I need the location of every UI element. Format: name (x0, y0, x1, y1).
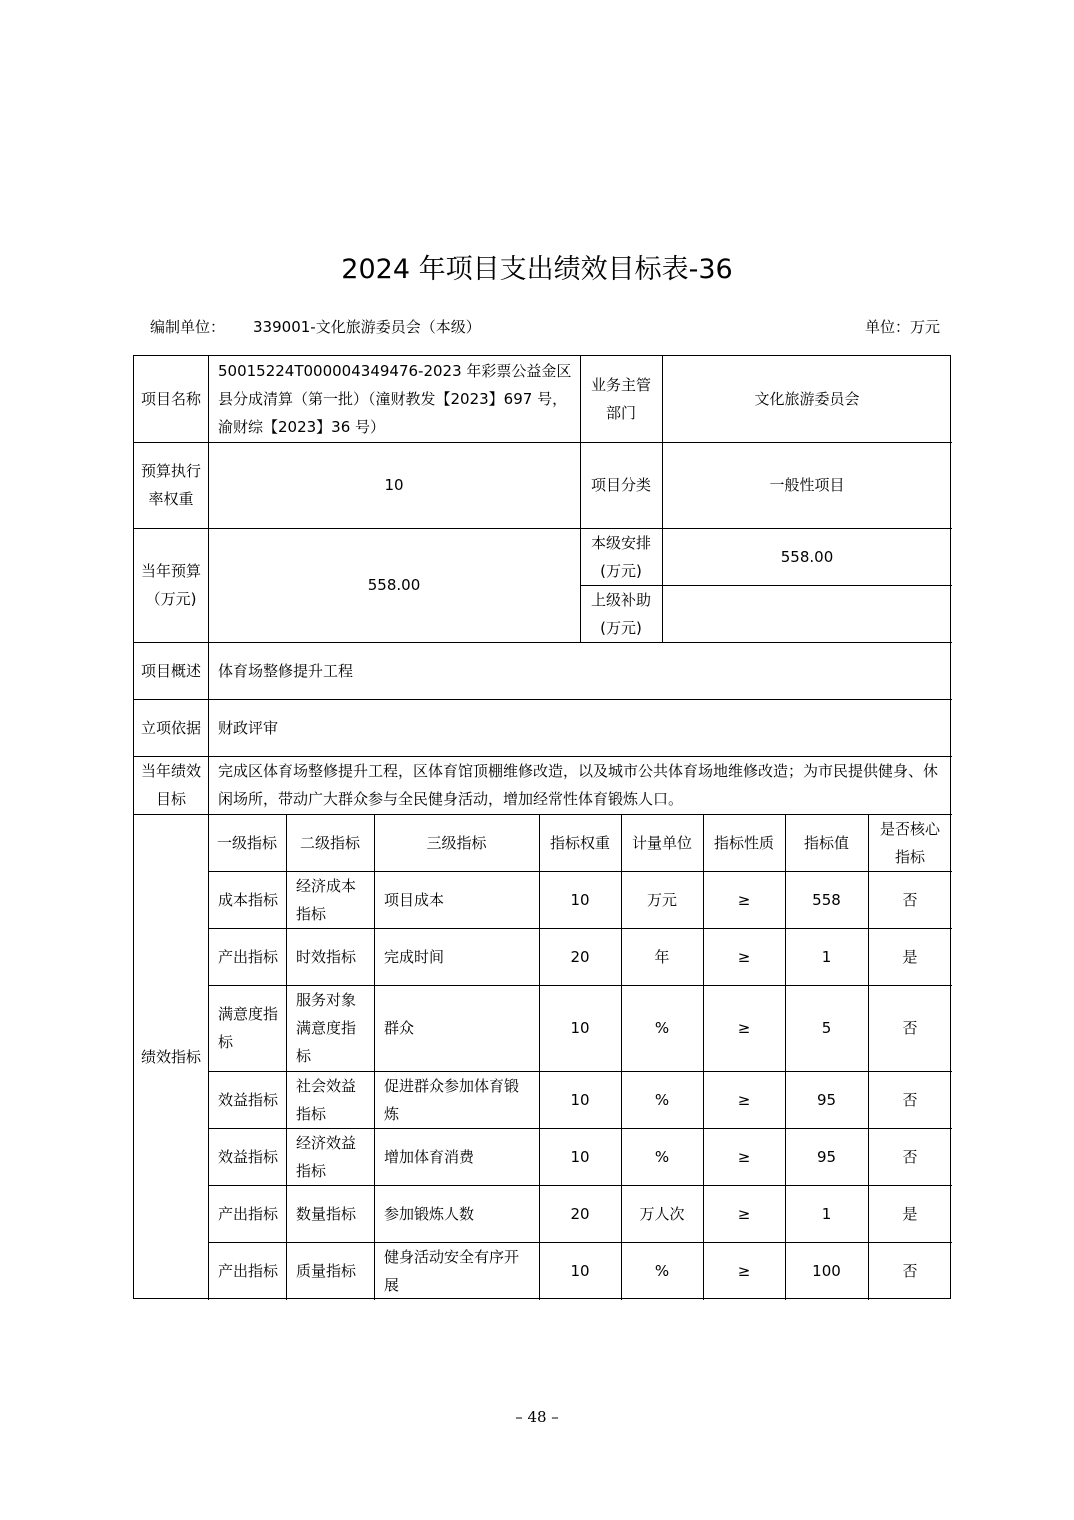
indicator-cell: % (654, 1147, 670, 1166)
org-label: 编制单位： (150, 318, 226, 336)
indicator-cell: ≥ (737, 1261, 751, 1280)
local-budget-label: 本级安排(万元) (590, 533, 651, 580)
indicator-cell: 社会效益指标 (296, 1076, 357, 1123)
indicator-cell: 10 (570, 1147, 590, 1166)
indicator-cell: 时效指标 (296, 947, 357, 966)
indicator-cell: ≥ (737, 890, 751, 909)
dept-label: 业务主管部门 (590, 376, 651, 422)
indicator-cell: 产出指标 (218, 947, 279, 966)
page-title: 2024 年项目支出绩效目标表-36 (341, 254, 733, 285)
basis-label: 立项依据 (140, 718, 201, 737)
indicator-cell: 增加体育消费 (384, 1147, 475, 1166)
upper-subsidy-value (662, 585, 952, 642)
indicator-header: 指标性质 (713, 833, 774, 852)
indicator-cell: 完成时间 (384, 947, 445, 966)
indicator-cell: 群众 (384, 1019, 415, 1037)
indicator-cell: 否 (902, 890, 918, 909)
indicator-cell: 产出指标 (218, 1204, 279, 1223)
indicator-cell: ≥ (737, 1019, 751, 1037)
overview-label: 项目概述 (140, 661, 201, 680)
performance-table (133, 355, 951, 1299)
indicator-header: 计量单位 (631, 833, 692, 852)
indicator-cell: 否 (902, 1090, 918, 1109)
org-line (150, 316, 481, 338)
indicators-label: 绩效指标 (140, 1048, 201, 1066)
indicator-cell: ≥ (737, 1090, 751, 1109)
indicator-cell: 经济效益指标 (296, 1133, 357, 1180)
indicator-cell: 是 (902, 947, 918, 966)
indicator-cell: 成本指标 (218, 890, 279, 909)
indicator-cell: 否 (902, 1019, 918, 1037)
indicator-cell: 558 (812, 890, 841, 909)
indicator-cell: 效益指标 (218, 1147, 279, 1166)
indicator-cell: 95 (816, 1090, 837, 1109)
indicator-header: 指标值 (803, 833, 849, 852)
indicator-cell: % (654, 1019, 670, 1037)
goal-value: 完成区体育场整修提升工程，区体育馆顶棚维修改造，以及城市公共体育场地维修改造；为市民提供健身、休闲场所，带动广大群众参与全民健身活动，增加经常性体育锻炼人口。 (218, 762, 939, 808)
indicator-cell: ≥ (737, 1204, 751, 1223)
indicator-cell: 20 (570, 947, 590, 966)
basis-value: 财政评审 (218, 718, 279, 737)
unit-label: 单位：万元 (864, 318, 940, 336)
indicator-cell: 20 (570, 1204, 590, 1223)
indicator-cell: 促进群众参加体育锻炼 (384, 1076, 520, 1123)
indicator-cell: 10 (570, 1261, 590, 1280)
indicator-cell: % (654, 1090, 670, 1109)
indicator-cell: 10 (570, 1090, 590, 1109)
exec-weight-label: 预算执行率权重 (140, 462, 201, 508)
budget-value: 558.00 (367, 576, 421, 594)
indicator-cell: 数量指标 (296, 1204, 357, 1223)
indicator-cell: 万元 (646, 890, 677, 909)
indicator-cell: 100 (812, 1261, 841, 1280)
indicator-cell: 万人次 (639, 1204, 685, 1223)
project-name-label: 项目名称 (140, 390, 201, 408)
indicator-cell: 参加锻炼人数 (384, 1204, 475, 1223)
dept-value: 文化旅游委员会 (754, 390, 860, 408)
indicator-cell: 95 (816, 1147, 837, 1166)
indicator-cell: 效益指标 (218, 1090, 279, 1109)
indicator-cell: 5 (821, 1019, 832, 1037)
indicator-cell: 产出指标 (218, 1261, 279, 1280)
indicator-cell: 质量指标 (296, 1261, 357, 1280)
indicator-header: 是否核心指标 (879, 819, 940, 866)
indicator-cell: 年 (654, 947, 670, 966)
indicator-cell: ≥ (737, 1147, 751, 1166)
indicator-cell: 1 (821, 1204, 832, 1223)
budget-label: 当年预算（万元) (140, 562, 201, 608)
category-label: 项目分类 (590, 476, 651, 494)
indicator-cell: 1 (821, 947, 832, 966)
indicator-cell: % (654, 1261, 670, 1280)
exec-weight-value: 10 (384, 476, 404, 494)
upper-subsidy-label: 上级补助(万元) (590, 590, 651, 637)
indicator-cell: 健身活动安全有序开展 (384, 1247, 520, 1294)
indicator-cell: 服务对象满意度指标 (296, 991, 357, 1065)
indicator-header: 三级指标 (426, 833, 487, 852)
overview-value: 体育场整修提升工程 (218, 661, 354, 680)
indicator-cell: 10 (570, 1019, 590, 1037)
indicator-cell: ≥ (737, 947, 751, 966)
indicator-cell: 否 (902, 1147, 918, 1166)
indicator-cell: 是 (902, 1204, 918, 1223)
indicator-header: 指标权重 (549, 833, 610, 852)
indicator-header: 一级指标 (216, 833, 277, 852)
indicator-cell: 经济成本指标 (296, 876, 357, 923)
indicator-cell: 10 (570, 890, 590, 909)
indicator-cell: 否 (902, 1261, 918, 1280)
local-budget-value: 558.00 (780, 547, 834, 566)
indicator-cell: 项目成本 (384, 890, 445, 909)
project-name-value: 50015224T000004349476-2023 年彩票公益金区县分成清算（第一批）（潼财教发【2023】697 号，渝财综【2023】36 号） (218, 362, 572, 436)
page-number: – 48 – (515, 1408, 559, 1426)
category-value: 一般性项目 (769, 476, 845, 494)
indicator-header: 二级指标 (299, 833, 360, 852)
indicator-cell: 满意度指标 (218, 1005, 279, 1051)
goal-label: 当年绩效目标 (140, 762, 201, 808)
org-name: 339001-文化旅游委员会（本级） (253, 318, 481, 336)
